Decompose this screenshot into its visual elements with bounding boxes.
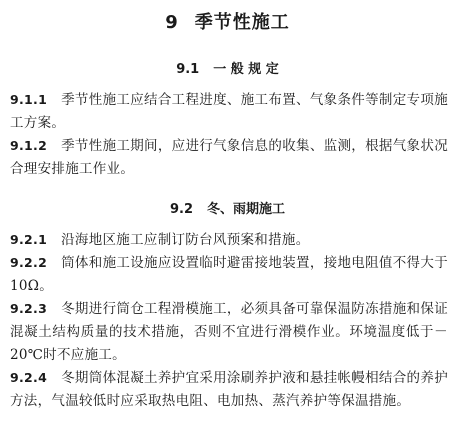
clause-text: 冬期筒体混凝土养护宜采用涂刷养护液和悬挂帐幔相结合的养护方法，气温较低时应采取热电阻、电加热、蒸汽养护等保温措施。 (10, 370, 448, 409)
clause-text: 季节性施工应结合工程进度、施工布置、气象条件等制定专项施工方案。 (10, 92, 448, 131)
chapter-title: 季节性施工 (194, 12, 290, 33)
section-title: 冬、雨期施工 (207, 202, 286, 217)
chapter-number: 9 (165, 12, 179, 33)
clause-text: 冬期进行筒仓工程滑模施工，必须具备可靠保温防冻措施和保证混凝土结构质量的技术措施，否则不宜进行滑模作业。环境温度低于－20℃时不应施工。 (10, 301, 448, 363)
clause-text: 沿海地区施工应制订防台风预案和措施。 (61, 232, 310, 248)
clause-number: 9.2.3 (10, 301, 48, 316)
section-number: 9.1 (176, 62, 200, 77)
clause-number: 9.1.2 (10, 138, 48, 153)
clause-9-2-1 (10, 228, 448, 252)
clause-text: 季节性施工期间，应进行气象信息的收集、监测，根据气象状况合理安排施工作业。 (10, 138, 448, 177)
clause-number: 9.2.2 (10, 255, 48, 270)
section-heading-9-2 (0, 198, 455, 217)
section-heading-9-1 (0, 58, 455, 77)
clause-9-2-2 (10, 251, 448, 298)
clause-9-2-3 (10, 297, 448, 367)
clause-number: 9.1.1 (10, 92, 48, 107)
clause-9-1-1 (10, 88, 448, 135)
chapter-heading (0, 8, 455, 34)
section-title: 一 般 规 定 (213, 62, 279, 77)
section-number: 9.2 (169, 202, 193, 217)
clause-text: 筒体和施工设施应设置临时避雷接地装置，接地电阻值不得大于 10Ω。 (10, 255, 448, 294)
clause-9-1-2 (10, 134, 448, 181)
clause-number: 9.2.1 (10, 232, 48, 247)
clause-9-2-4 (10, 366, 448, 413)
clause-number: 9.2.4 (10, 370, 48, 385)
